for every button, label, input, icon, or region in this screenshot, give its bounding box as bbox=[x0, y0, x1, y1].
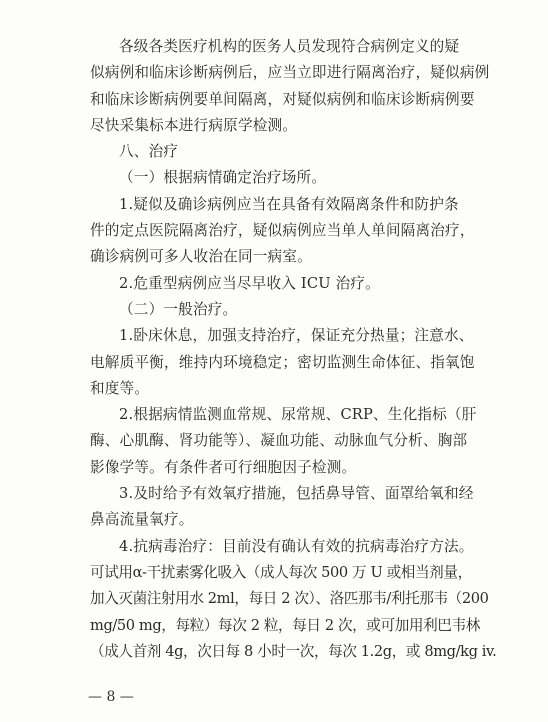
paragraph-line: 3.及时给予有效氧疗措施，包括鼻导管、面罩给氧和经 bbox=[119, 485, 474, 503]
paragraph-line: 酶、心肌酶、肾功能等）、凝血功能、动脉血气分析、胸部 bbox=[90, 432, 468, 450]
paragraph-line: 电解质平衡，维持内环境稳定；密切监测生命体征、指氧饱 bbox=[90, 353, 475, 371]
paragraph-line: 似病例和临床诊断病例后，应当立即进行隔离治疗，疑似病例 bbox=[90, 64, 490, 82]
paragraph-line: 和度等。 bbox=[90, 379, 150, 397]
paragraph-line: 鼻高流量氧疗。 bbox=[90, 511, 194, 529]
paragraph-line: 和临床诊断病例要单间隔离，对疑似病例和临床诊断病例要 bbox=[90, 90, 475, 108]
paragraph-line: 加入灭菌注射用水 2ml，每日 2 次）、洛匹那韦/利托那韦（200 bbox=[90, 590, 489, 608]
paragraph-line: 确诊病例可多人收治在同一病室。 bbox=[90, 248, 312, 266]
paragraph-line: 2.危重型病例应当尽早收入 ICU 治疗。 bbox=[119, 274, 380, 292]
paragraph-line: mg/50 mg，每粒）每次 2 粒，每日 2 次，或可加用利巴韦林 bbox=[90, 616, 480, 634]
paragraph-line: 2.根据病情监测血常规、尿常规、CRP、生化指标（肝 bbox=[119, 406, 477, 424]
paragraph-line: 可试用α-干扰素雾化吸入（成人每次 500 万 U 或相当剂量， bbox=[90, 563, 472, 581]
paragraph-line: 尽快采集标本进行病原学检测。 bbox=[90, 116, 298, 134]
paragraph-line: 影像学等。有条件者可行细胞因子检测。 bbox=[90, 458, 357, 476]
page-number: — 8 — bbox=[88, 689, 134, 705]
subsection-heading: （二）一般治疗。 bbox=[119, 300, 238, 318]
paragraph-line: （成人首剂 4g，次日每 8 小时一次，每次 1.2g，或 8mg/kg iv. bbox=[90, 642, 497, 660]
paragraph-line: 1.卧床休息，加强支持治疗，保证充分热量；注意水、 bbox=[119, 327, 474, 345]
section-heading: 八、治疗 bbox=[119, 143, 179, 161]
document-body bbox=[90, 34, 497, 665]
paragraph-line: 件的定点医院隔离治疗，疑似病例应当单人单间隔离治疗， bbox=[90, 222, 475, 240]
paragraph-line: 各级各类医疗机构的医务人员发现符合病例定义的疑 bbox=[119, 38, 460, 55]
paragraph-line: 4.抗病毒治疗：目前没有确认有效的抗病毒治疗方法。 bbox=[119, 537, 474, 555]
paragraph-line: 1.疑似及确诊病例应当在具备有效隔离条件和防护条 bbox=[119, 195, 459, 213]
subsection-heading: （一）根据病情确定治疗场所。 bbox=[119, 169, 327, 187]
